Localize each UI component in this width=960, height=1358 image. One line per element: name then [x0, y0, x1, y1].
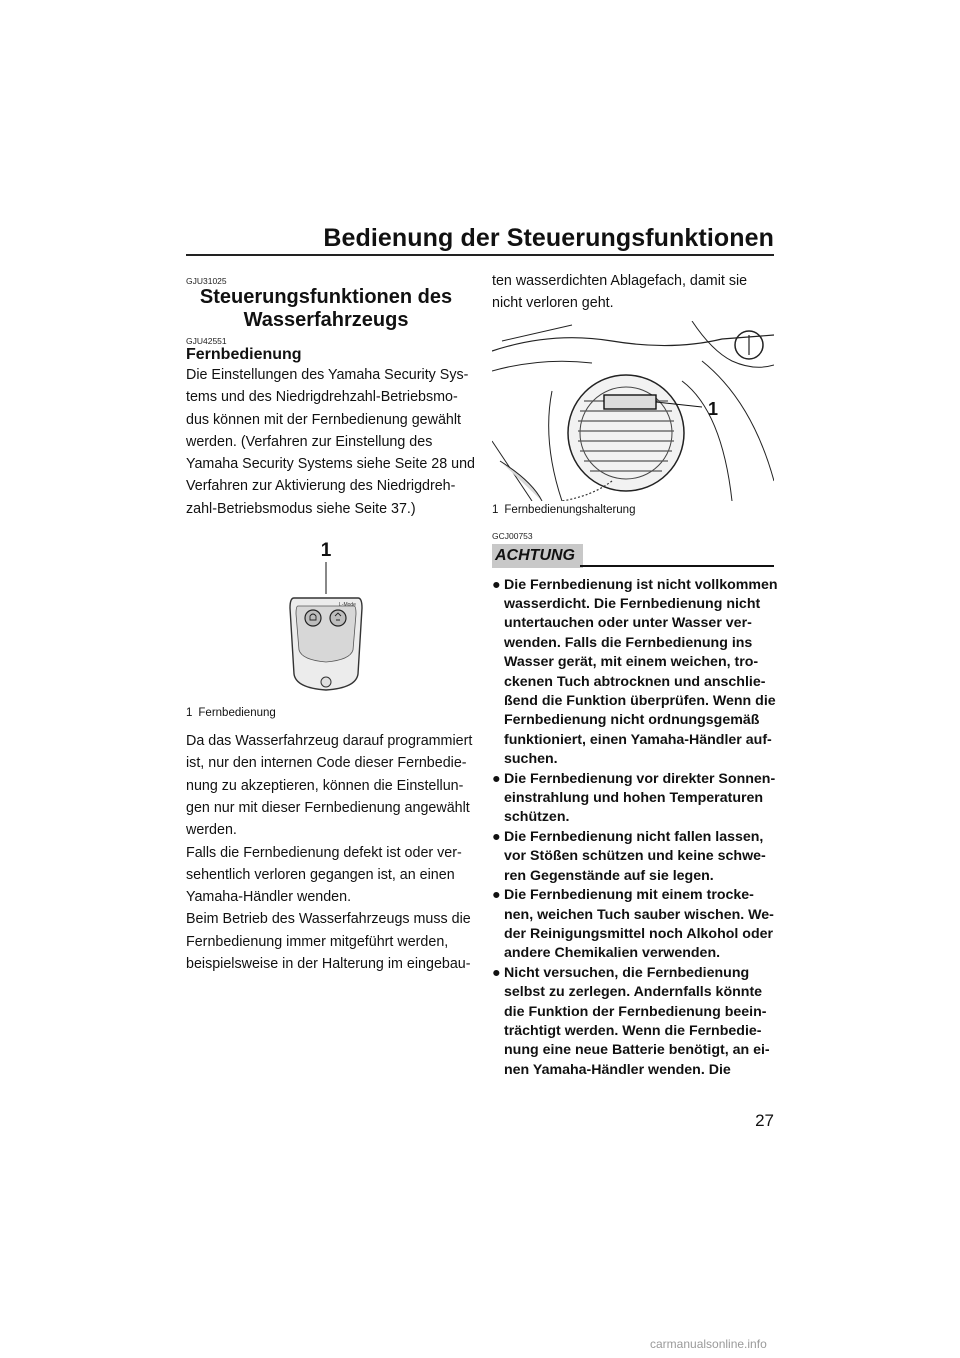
subsection-code: GJU42551 [186, 336, 227, 346]
callout-number: 1 [320, 540, 332, 562]
text-line: selbst zu zerlegen. Andernfalls könnte [504, 984, 763, 1001]
text-line: einstrahlung und hohen Temperaturen [504, 790, 764, 807]
text-line: zahl-Betriebsmodus siehe Seite 37.) [186, 500, 416, 517]
text-line: Die Fernbedienung mit einem trocke- [504, 887, 754, 904]
left-column [186, 270, 476, 975]
section-title-line1: Steuerungsfunktionen des [199, 286, 453, 308]
right-column [492, 270, 778, 1080]
text-line: Die Fernbedienung vor direkter Sonnen- [504, 770, 776, 787]
text-line: vor Stößen schützen und keine schwe- [504, 848, 766, 865]
warning-label: ACHTUNG [492, 544, 583, 568]
warning-header [492, 544, 774, 568]
text-line: andere Chemikalien verwenden. [504, 945, 721, 962]
text-line: trächtigt werden. Wenn die Fernbedie- [504, 1022, 762, 1039]
bullet-icon: ● [492, 964, 501, 981]
text-line: sehentlich verloren gegangen ist, an einen [186, 866, 455, 883]
section-code: GJU31025 [186, 276, 227, 286]
header-rule [186, 254, 774, 256]
caption-number: 1 [186, 707, 193, 720]
text-line: Yamaha-Händler wenden. [186, 889, 352, 906]
text-line: nicht verloren geht. [492, 295, 614, 312]
section-title-line2: Wasserfahrzeugs [243, 309, 409, 331]
subsection-title: Fernbedienung [186, 346, 302, 363]
warning-rule [580, 565, 774, 567]
text-line: Wasser gerät, mit einem weichen, tro- [504, 654, 759, 671]
figure-caption [492, 503, 774, 517]
text-line: nen, weichen Tuch sauber wischen. We- [504, 906, 774, 923]
text-line: ßend die Funktion überprüfen. Wenn die [504, 693, 776, 710]
text-line: Yamaha Security Systems siehe Seite 28 und [186, 456, 476, 473]
text-line: schützen. [504, 809, 570, 826]
text-line: Falls die Fernbedienung defekt ist oder ver- [186, 844, 462, 861]
caption-number: 1 [492, 503, 499, 516]
watermark: carmanualsonline.info [650, 1337, 767, 1351]
caption-text: Fernbedienung [198, 707, 276, 720]
bullet-icon: ● [492, 576, 501, 593]
warning-item [492, 828, 774, 886]
text-line: Fernbedienung immer mitgeführt werden, [186, 933, 449, 950]
remote-holder-figure [492, 321, 774, 501]
section-title [186, 286, 466, 332]
warning-item [492, 770, 774, 828]
device-label: L-Mode [339, 602, 356, 609]
text-line: funktioniert, einen Yamaha-Händler auf- [504, 731, 772, 748]
remote-control-figure [186, 528, 466, 706]
text-line: Die Einstellungen des Yamaha Security Sys- [186, 367, 469, 383]
page-title: Bedienung der Steuerungsfunktionen [323, 224, 774, 252]
warning-code: GCJ00753 [492, 530, 533, 541]
intro-paragraph [186, 364, 476, 520]
warning-item [492, 886, 774, 964]
body-paragraph [186, 730, 473, 975]
text-line: beispielsweise in der Halterung im eingebau- [186, 956, 471, 973]
text-line: wasserdicht. Die Fernbedienung nicht [504, 596, 761, 612]
callout-number: 1 [708, 398, 719, 419]
text-line: Die Fernbedienung ist nicht vollkommen [504, 576, 778, 593]
text-line: ren Gegenstände auf sie legen. [504, 867, 714, 884]
text-line: ckenen Tuch abtrocknen und anschlie- [504, 673, 766, 690]
text-line: ist, nur den internen Code dieser Fernbedie- [186, 755, 467, 772]
text-line: gen nur mit dieser Fernbedienung angewählt [186, 799, 470, 816]
warning-item [492, 576, 778, 770]
bullet-icon: ● [492, 887, 501, 904]
text-line: untertauchen oder unter Wasser ver- [504, 615, 752, 632]
text-line: werden. (Verfahren zur Einstellung des [186, 433, 433, 450]
bullet-icon: ● [492, 770, 501, 787]
text-line: ten wasserdichten Ablagefach, damit sie [492, 273, 748, 289]
text-line: die Funktion der Fernbedienung beein- [504, 1003, 767, 1020]
text-line: suchen. [504, 751, 558, 768]
text-line: Verfahren zur Aktivierung des Niedrigdreh- [186, 478, 456, 495]
text-line: tems und des Niedrigdrehzahl-Betriebsmo- [186, 389, 458, 406]
warning-list [492, 576, 778, 1081]
remote-control-illustration [186, 528, 466, 706]
warning-item [492, 964, 774, 1080]
continued-paragraph [492, 270, 774, 315]
figure-caption [186, 706, 466, 720]
text-line: Nicht versuchen, die Fernbedienung [504, 964, 750, 981]
text-line: Beim Betrieb des Wasserfahrzeugs muss die [186, 911, 471, 928]
page-header [186, 224, 774, 253]
text-line: Die Fernbedienung nicht fallen lassen, [504, 828, 764, 845]
text-line: dus können mit der Fernbedienung gewählt [186, 411, 461, 428]
text-line: nen Yamaha-Händler wenden. Die [504, 1061, 731, 1078]
text-line: Fernbedienung nicht ordnungsgemäß [504, 712, 760, 729]
text-line: der Reinigungsmittel noch Alkohol oder [504, 925, 774, 942]
page-number: 27 [755, 1111, 774, 1130]
text-line: wenden. Falls die Fernbedienung ins [504, 634, 753, 651]
text-line: nung zu akzeptieren, können die Einstellun- [186, 777, 464, 794]
remote-holder-photo [492, 321, 774, 501]
text-line: nung eine neue Batterie benötigt, an ei- [504, 1042, 770, 1059]
bullet-icon: ● [492, 828, 501, 845]
text-line: werden. [186, 822, 237, 839]
caption-text: Fernbedienungshalterung [504, 503, 636, 516]
text-line: Da das Wasserfahrzeug darauf programmiert [186, 733, 473, 750]
